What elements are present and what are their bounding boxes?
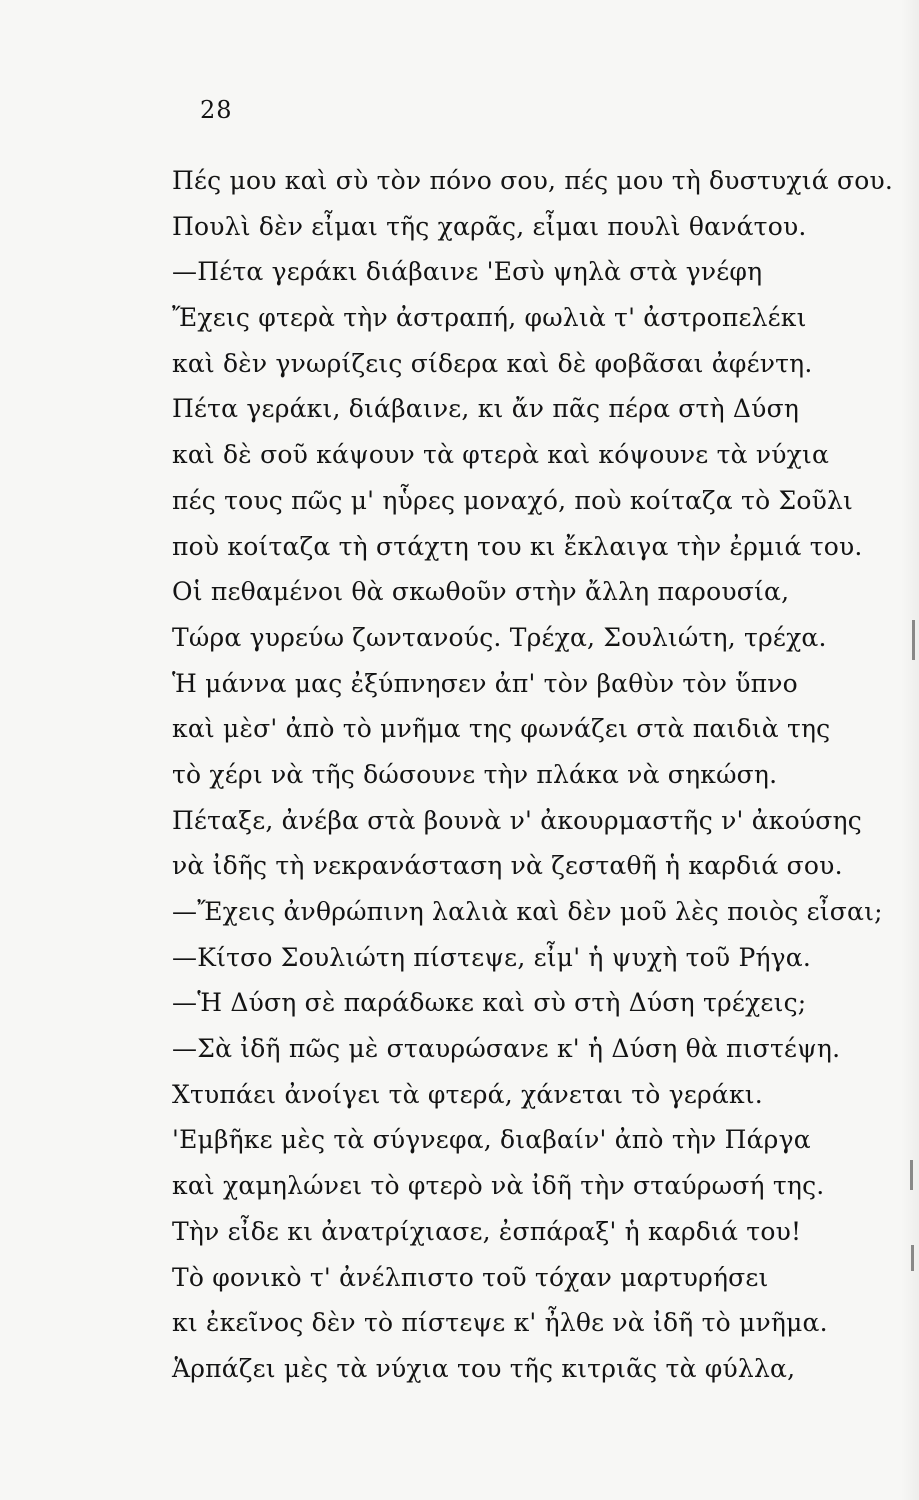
poem-line: καὶ δὲ σοῦ κάψουν τὰ φτερὰ καὶ κόψουνε τὰ νύχια <box>172 440 830 470</box>
poem-line: 'Εμβῆκε μὲς τὰ σύγνεφα, διαβαίν' ἀπὸ τὴν Πάργα <box>172 1125 811 1155</box>
poem-line: πές τους πῶς μ' ηὗρες μοναχό, ποὺ κοίταζα τὸ Σοῦλι <box>172 485 854 515</box>
poem-line: καὶ μὲσ' ἀπὸ τὸ μνῆμα της φωνάζει στὰ παιδιὰ της <box>172 714 831 744</box>
poem-line: Ἡ μάννα μας ἐξύπνησεν ἀπ' τὸν βαθὺν τὸν ὕπνο <box>172 668 798 698</box>
poem-line: Τὸ φονικὸ τ' ἀνέλπιστο τοῦ τόχαν μαρτυρήσει <box>172 1262 769 1292</box>
poem-line: τὸ χέρι νὰ τῆς δώσουνε τὴν πλάκα νὰ σηκώση. <box>172 759 778 789</box>
poem-line: Τώρα γυρεύω ζωντανούς. Τρέχα, Σουλιώτη, τρέχα. <box>172 622 827 652</box>
edge-mark <box>910 1160 913 1190</box>
poem-line: —Ἡ Δύση σὲ παράδωκε καὶ σὺ στὴ Δύση τρέχεις; <box>172 988 807 1018</box>
poem-text <box>172 158 894 1392</box>
poem-line: Ἔχεις φτερὰ τὴν ἀστραπή, φωλιὰ τ' ἀστροπελέκι <box>172 303 807 333</box>
page-edge-shadow <box>901 0 919 1500</box>
poem-line: νὰ ἰδῆς τὴ νεκρανάσταση νὰ ζεσταθῆ ἡ καρδιά σου. <box>172 851 843 881</box>
poem-line: Χτυπάει ἀνοίγει τὰ φτερά, χάνεται τὸ γεράκι. <box>172 1079 763 1109</box>
edge-mark <box>912 620 915 660</box>
poem-line: —Κίτσο Σουλιώτη πίστεψε, εἶμ' ἡ ψυχὴ τοῦ Ρήγα. <box>172 942 812 972</box>
poem-line: Τὴν εἶδε κι ἀνατρίχιασε, ἐσπάραξ' ἡ καρδιά του! <box>172 1216 802 1246</box>
poem-line: —Πέτα γεράκι διάβαινε 'Εσὺ ψηλὰ στὰ γνέφη <box>172 257 763 287</box>
poem-line: καὶ χαμηλώνει τὸ φτερὸ νὰ ἰδῆ τὴν σταύρωσή της. <box>172 1171 825 1201</box>
poem-line: Ἁρπάζει μὲς τὰ νύχια του τῆς κιτριᾶς τὰ φύλλα, <box>172 1353 796 1383</box>
poem-line: Οἱ πεθαμένοι θὰ σκωθοῦν στὴν ἄλλη παρουσία, <box>172 577 790 607</box>
page-number: 28 <box>200 96 233 124</box>
poem-line: Πές μου καὶ σὺ τὸν πόνο σου, πές μου τὴ δυστυχιά σου. <box>172 166 894 195</box>
poem-line: —Σὰ ἰδῆ πῶς μὲ σταυρώσανε κ' ἡ Δύση θὰ πιστέψη. <box>172 1034 841 1064</box>
poem-line: —Ἔχεις ἀνθρώπινη λαλιὰ καὶ δὲν μοῦ λὲς ποιὸς εἶσαι; <box>172 897 883 926</box>
edge-mark <box>911 1245 914 1271</box>
poem-line: καὶ δὲν γνωρίζεις σίδερα καὶ δὲ φοβᾶσαι ἀφέντη. <box>172 348 813 378</box>
poem-line: ποὺ κοίταζα τὴ στάχτη του κι ἔκλαιγα τὴν ἐρμιά του. <box>172 531 863 561</box>
poem-line: κι ἐκεῖνος δὲν τὸ πίστεψε κ' ἦλθε νὰ ἰδῆ τὸ μνῆμα. <box>172 1308 828 1338</box>
poem-line: Πουλὶ δὲν εἶμαι τῆς χαρᾶς, εἶμαι πουλὶ θανάτου. <box>172 211 807 241</box>
poem-line: Πέτα γεράκι, διάβαινε, κι ἄν πᾶς πέρα στὴ Δύση <box>172 394 800 424</box>
poem-line: Πέταξε, ἀνέβα στὰ βουνὰ ν' ἀκουρμαστῆς ν' ἀκούσης <box>172 805 862 835</box>
